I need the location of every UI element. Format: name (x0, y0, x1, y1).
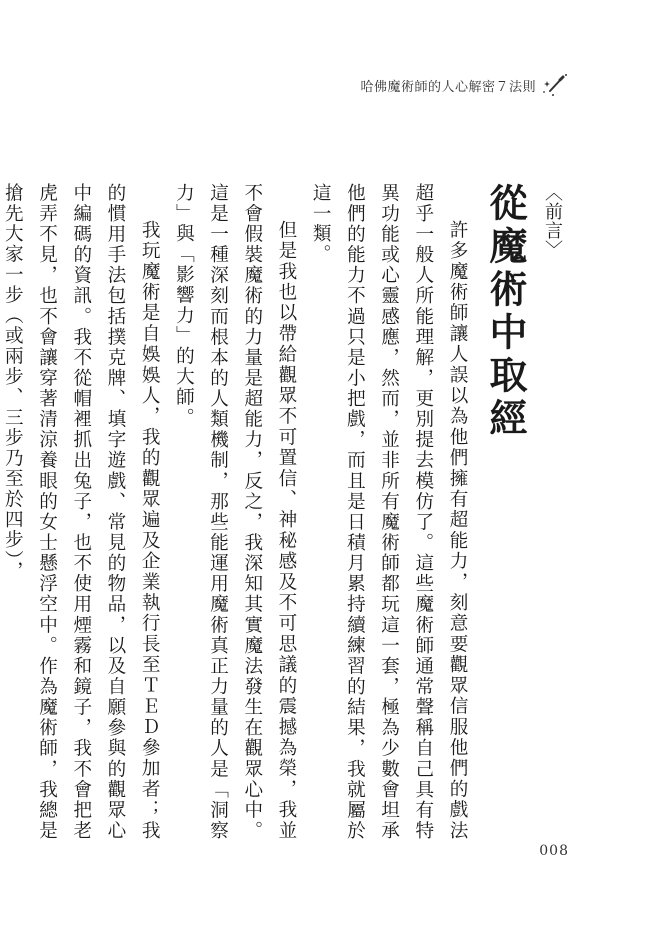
paragraph-1: 許多魔術師讓人誤以為他們擁有超能力，刻意要觀眾信服他們的戲法超乎一般人所能理解，更別提去模仿了。這些魔術師通常聲稱自己具有特異功能或心靈感應，然而，並非所有魔術師都玩這一套，極為少數會坦承他們的能力不過只是小把戲，而且是日積月累持續練習的結果，我就屬於這一類。 (310, 183, 468, 841)
chapter-title: 從魔術中取經 (483, 183, 527, 441)
paragraph-3: 我玩魔術是自娛娛人，我的觀眾遍及企業執行長至ＴＥＤ參加者；我的慣用手法包括撲克牌、填字遊戲、常見的物品，以及自願參與的觀眾心中編碼的資訊。我不從帽裡抓出兔子，也不使用煙霧和鏡子，我不會把老虎弄不見，也不會讓穿著清涼養眼的女士懸浮空中。作為魔術師，我總是搶先大家一步（或兩步、三步乃至於四步）， (2, 183, 161, 841)
page-number: 008 (539, 843, 569, 859)
paragraph-2: 但是我也以帶給觀眾不可置信、神秘感及不可思議的震撼為榮，我並不會假裝魔術的力量是超能力，反之，我深知其實魔法發生在觀眾心中。這是一種深刻而根本的人類機制，那些能運用魔術真正力量的人是「洞察力」與「影響力」的大師。 (173, 183, 297, 841)
running-header (360, 72, 568, 98)
vertical-text-body (0, 183, 569, 841)
magic-wand-sparkles-icon (542, 72, 568, 98)
section-label: 〈前言〉 (542, 183, 563, 259)
book-title: 哈佛魔術師的人心解密７法則 (360, 79, 536, 95)
